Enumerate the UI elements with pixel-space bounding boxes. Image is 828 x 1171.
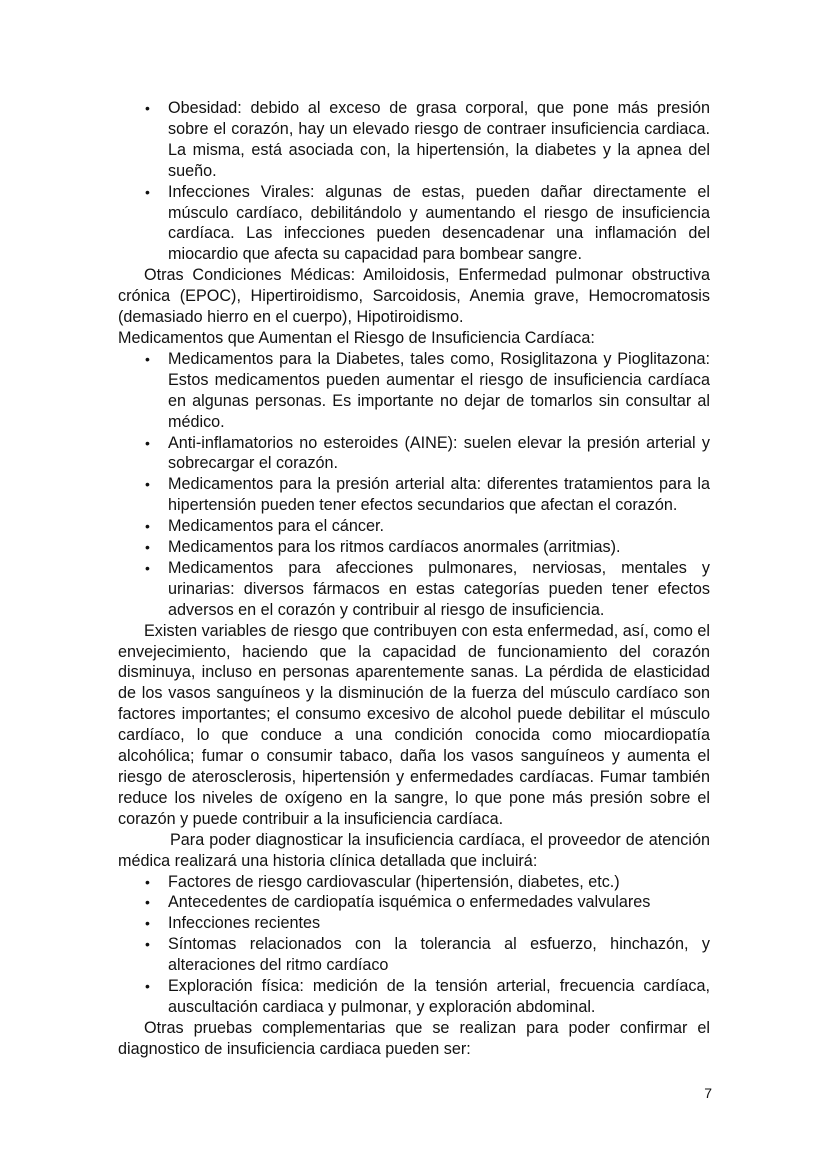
list-item	[118, 349, 710, 433]
document-page	[118, 98, 710, 1060]
list-item-text: Exploración física: medición de la tensión arterial, frecuencia cardíaca, auscultación cardiaca y pulmonar, y exploración abdominal.	[168, 977, 710, 1016]
bullet-icon: •	[145, 518, 150, 535]
bullet-icon: •	[145, 894, 150, 911]
list-item	[118, 182, 710, 266]
bullet-icon: •	[145, 978, 150, 995]
bullet-icon: •	[145, 434, 150, 451]
list-item-text: Medicamentos para la presión arterial alta: diferentes tratamientos para la hipertensión pueden tener efectos secundarios que afectan el corazón.	[168, 475, 710, 515]
medications-list	[118, 349, 710, 621]
clinical-history-list	[118, 872, 710, 1018]
list-item	[118, 474, 710, 516]
bullet-icon: •	[145, 936, 150, 953]
list-item	[118, 934, 710, 976]
list-item-text: Medicamentos para el cáncer.	[168, 517, 384, 536]
list-item-text: Medicamentos para la Diabetes, tales como, Rosiglitazona y Pioglitazona: Estos medicamentos pueden aumentar el riesgo de insuficiencia cardíaca en algunas personas. Es importante no dejar de tomarlos sin consultar al médico.	[168, 349, 710, 431]
list-item	[118, 976, 710, 1018]
risk-factors-list	[118, 98, 710, 265]
bullet-icon: •	[145, 873, 150, 890]
list-item-text: Infecciones Virales: algunas de estas, pueden dañar directamente el músculo cardíaco, debilitándolo y aumentando el riesgo de insuficiencia cardíaca. Las infecciones pueden desencadenar una inflamación del miocardio que afecta su capacidad para bombear sangre.	[168, 182, 710, 264]
bullet-icon: •	[145, 559, 150, 576]
list-item	[118, 433, 710, 475]
diagnosis-paragraph: Para poder diagnosticar la insuficiencia cardíaca, el proveedor de atención médica realizará una historia clínica detallada que incluirá:	[118, 830, 710, 870]
risk-variables-paragraph: Existen variables de riesgo que contribuyen con esta enfermedad, así, como el envejecimiento, haciendo que la capacidad de funcionamiento del corazón disminuya, incluso en personas aparentemente sanas. La pérdida de elasticidad de los vasos sanguíneos y la disminución de la fuerza del músculo cardíaco son factores importantes; el consumo excesivo de alcohol puede debilitar el músculo cardíaco, lo que conduce a una condición conocida como miocardiopatía alcohólica; fumar o consumir tabaco, daña los vasos sanguíneos y aumenta el riesgo de aterosclerosis, hipertensión y enfermedades cardíacas. Fumar también reduce los niveles de oxígeno en la sangre, lo que pone más presión sobre el corazón y puede contribuir a la insuficiencia cardíaca.	[118, 621, 710, 828]
bullet-icon: •	[145, 476, 150, 493]
page-number: 7	[704, 1085, 712, 1101]
list-item-text: Medicamentos para los ritmos cardíacos anormales (arritmias).	[168, 538, 621, 557]
list-item	[118, 98, 710, 182]
bullet-icon: •	[145, 539, 150, 556]
list-item-text: Antecedentes de cardiopatía isquémica o enfermedades valvulares	[168, 893, 651, 912]
list-item	[118, 516, 710, 537]
list-item-text: Anti-inflamatorios no esteroides (AINE): suelen elevar la presión arterial y sobrecargar el corazón.	[168, 433, 710, 473]
list-item	[118, 872, 710, 893]
list-item-text: Síntomas relacionados con la tolerancia al esfuerzo, hinchazón, y alteraciones del ritmo cardíaco	[168, 935, 710, 975]
medications-heading: Medicamentos que Aumentan el Riesgo de Insuficiencia Cardíaca:	[118, 328, 595, 347]
bullet-icon: •	[145, 915, 150, 932]
other-tests-paragraph: Otras pruebas complementarias que se realizan para poder confirmar el diagnostico de insuficiencia cardiaca pueden ser:	[118, 1018, 710, 1058]
bullet-icon: •	[145, 350, 150, 367]
list-item	[118, 913, 710, 934]
list-item-text: Factores de riesgo cardiovascular (hipertensión, diabetes, etc.)	[168, 872, 620, 891]
bullet-icon: •	[145, 100, 150, 116]
list-item-text: Infecciones recientes	[168, 914, 321, 933]
list-item	[118, 558, 710, 621]
list-item-text: Obesidad: debido al exceso de grasa corporal, que pone más presión sobre el corazón, hay un elevado riesgo de contraer insuficiencia cardiaca. La misma, está asociada con, la hipertensión, la diabetes y la apnea del sueño.	[168, 99, 710, 180]
list-item	[118, 892, 710, 913]
other-conditions-paragraph: Otras Condiciones Médicas: Amiloidosis, Enfermedad pulmonar obstructiva crónica (EPOC), Hipertiroidismo, Sarcoidosis, Anemia grave, Hemocromatosis (demasiado hierro en el cuerpo), Hipotiroidismo.	[118, 266, 710, 327]
list-item-text: Medicamentos para afecciones pulmonares, nerviosas, mentales y urinarias: diversos fármacos en estas categorías pueden tener efectos adversos en el corazón y contribuir al riesgo de insuficiencia.	[168, 558, 710, 619]
bullet-icon: •	[145, 183, 150, 200]
list-item	[118, 537, 710, 558]
